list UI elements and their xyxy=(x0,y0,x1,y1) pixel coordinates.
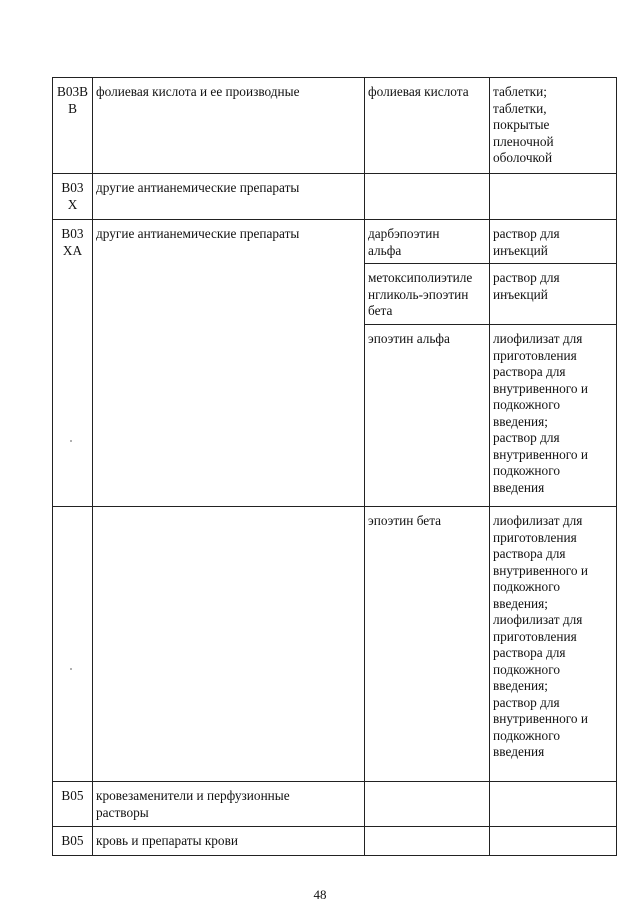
substance-cell xyxy=(365,782,490,827)
table-row xyxy=(53,220,617,264)
substance-name: фолиевая кислота xyxy=(368,84,469,99)
dosage-forms: лиофилизат для приготовления раствора для внутривенного и подкожного введения; раствор для внутривенного и подкожного введения xyxy=(493,331,588,495)
substance-cell xyxy=(365,827,490,856)
table-row xyxy=(53,78,617,174)
atc-code-cell xyxy=(53,220,93,507)
dosage-forms: раствор для инъекций xyxy=(493,226,560,258)
group-cell xyxy=(93,78,365,174)
dosage-forms-cell xyxy=(490,78,617,174)
dosage-forms-cell xyxy=(490,220,617,264)
substance-name: эпоэтин бета xyxy=(368,513,442,528)
dosage-forms-cell xyxy=(490,325,617,507)
group-cell xyxy=(93,507,365,782)
dosage-forms-cell xyxy=(490,264,617,325)
table-row xyxy=(53,827,617,856)
substance-cell xyxy=(365,220,490,264)
substance-cell xyxy=(365,264,490,325)
dosage-forms-cell xyxy=(490,827,617,856)
group-name: другие антианемические препараты xyxy=(96,226,300,241)
dosage-forms: таблетки; таблетки, покрытые пленочной оболочкой xyxy=(493,84,554,165)
atc-code-cell xyxy=(53,782,93,827)
group-cell xyxy=(93,174,365,220)
page-number: 48 xyxy=(313,887,327,902)
atc-code-cell xyxy=(53,827,93,856)
drug-classification-table xyxy=(52,77,617,856)
scan-speck xyxy=(70,440,72,442)
substance-name: дарбэпоэтин альфа xyxy=(368,226,440,258)
substance-cell xyxy=(365,325,490,507)
dosage-forms: лиофилизат для приготовления раствора для внутривенного и подкожного введения; лиофилизат для приготовления раствора для подкожного введения; раствор для внутривенного и подкожного введения xyxy=(493,513,588,759)
atc-code: B03 XA xyxy=(61,226,84,258)
dosage-forms: раствор для инъекций xyxy=(493,270,560,302)
atc-code: B05 xyxy=(61,788,84,803)
group-cell xyxy=(93,782,365,827)
group-name: фолиевая кислота и ее производные xyxy=(96,84,300,99)
substance-cell xyxy=(365,174,490,220)
table-row xyxy=(53,174,617,220)
group-cell xyxy=(93,827,365,856)
atc-code-cell xyxy=(53,174,93,220)
substance-cell xyxy=(365,507,490,782)
atc-code: B03B B xyxy=(56,84,89,116)
scan-speck xyxy=(70,668,72,670)
group-name: другие антианемические препараты xyxy=(96,180,300,195)
group-name: кровезаменители и перфузионные растворы xyxy=(96,788,290,820)
substance-cell xyxy=(365,78,490,174)
atc-code: B05 xyxy=(61,833,84,848)
atc-code-cell xyxy=(53,78,93,174)
table-row xyxy=(53,507,617,782)
dosage-forms-cell xyxy=(490,174,617,220)
atc-code: B03 X xyxy=(61,180,84,212)
dosage-forms-cell xyxy=(490,782,617,827)
group-name: кровь и препараты крови xyxy=(96,833,238,848)
dosage-forms-cell xyxy=(490,507,617,782)
substance-name: метоксиполиэтиле нгликоль-эпоэтин бета xyxy=(368,270,473,318)
group-cell xyxy=(93,220,365,507)
table-row xyxy=(53,782,617,827)
substance-name: эпоэтин альфа xyxy=(368,331,450,346)
atc-code-cell xyxy=(53,507,93,782)
